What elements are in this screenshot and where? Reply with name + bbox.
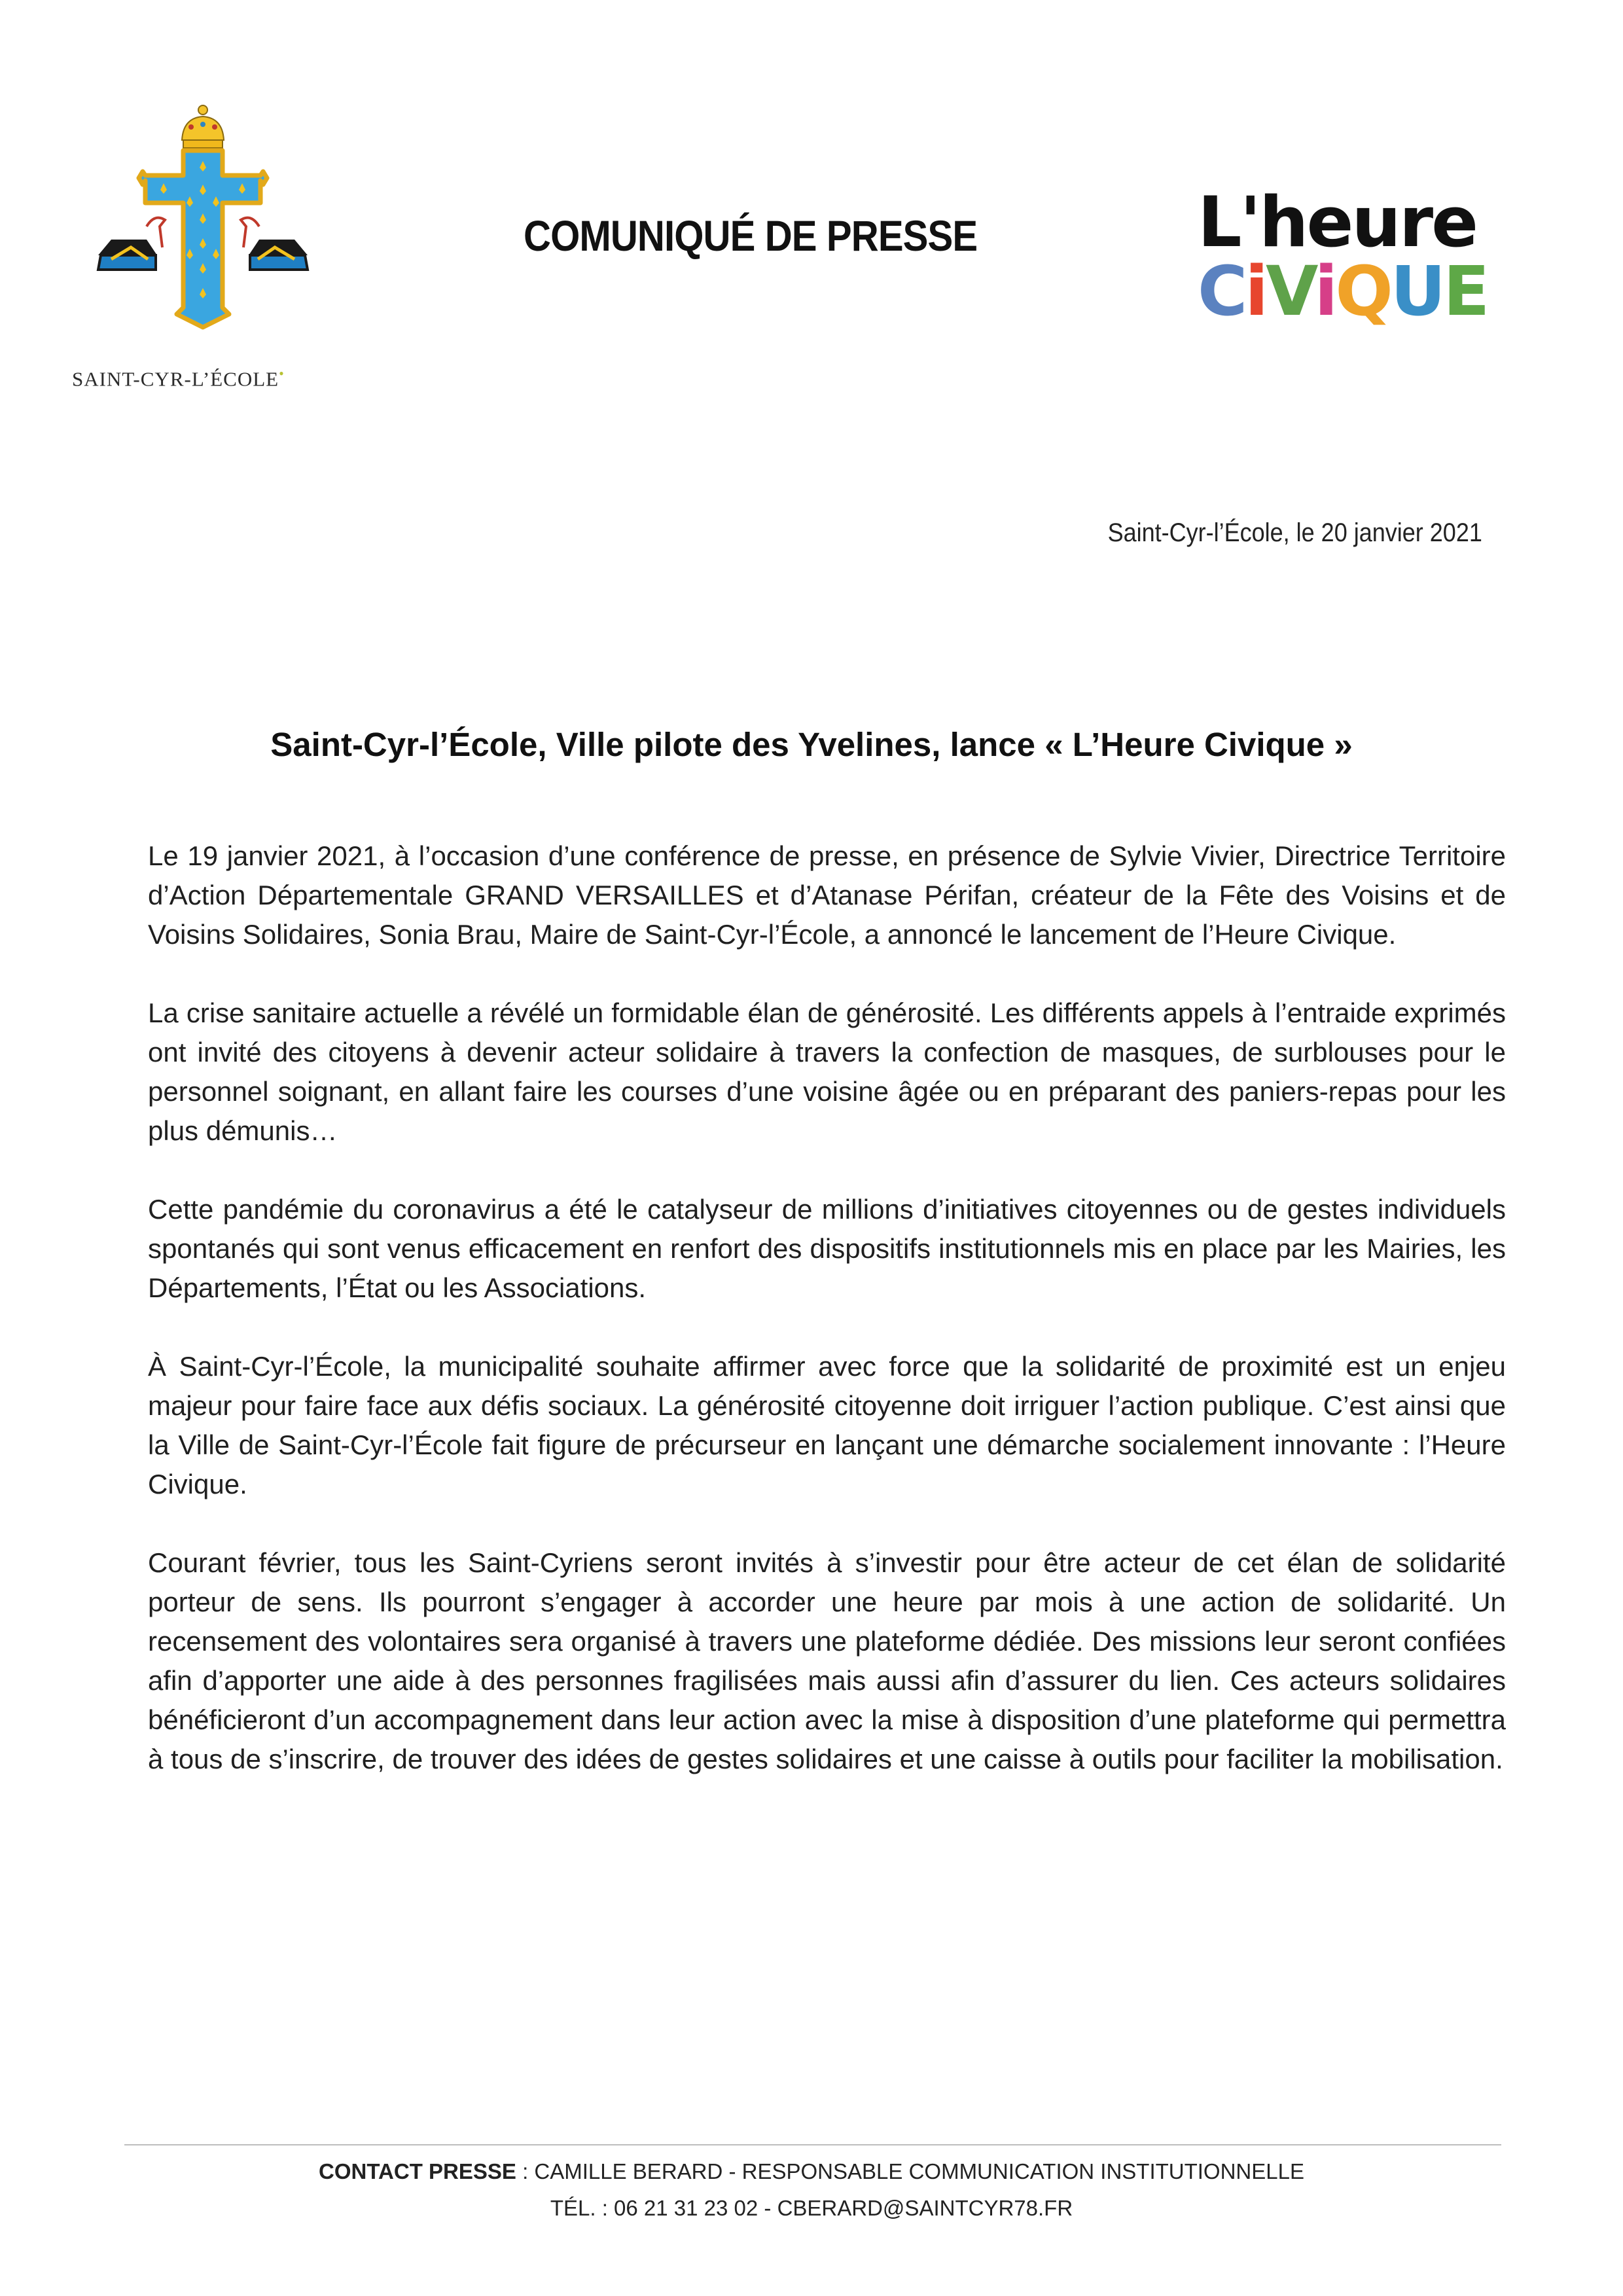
- left-emblem-icon: [98, 218, 165, 270]
- logo-letter: i: [1314, 251, 1336, 331]
- crown-icon: [182, 105, 224, 148]
- logo-line-1: L'heure: [1198, 182, 1476, 262]
- logo-letter: C: [1198, 251, 1245, 331]
- paragraph: À Saint-Cyr-l’École, la municipalité souhaite affirmer avec force que la solidarité de proximité est un enjeu majeur pour faire face aux défis sociaux. La générosité citoyenne doit irriguer l’action publique. C’est ainsi que la Ville de Saint-Cyr-l’École fait figure de précurseur en lançant une démarche socialement innovante : l’Heure Civique.: [148, 1351, 1506, 1499]
- press-contact-footer: [0, 2153, 1623, 2227]
- dateline: Saint-Cyr-l’École, le 20 janvier 2021: [1107, 518, 1482, 547]
- contact-line: [0, 2153, 1623, 2190]
- contact-details: : CAMILLE BERARD - RESPONSABLE COMMUNICATION INSTITUTIONNELLE: [516, 2159, 1304, 2183]
- contact-label: CONTACT PRESSE: [318, 2159, 516, 2183]
- logo-line-2: [1198, 251, 1499, 331]
- logo-letter: U: [1390, 251, 1444, 331]
- footer-divider: [124, 2144, 1501, 2145]
- logo-letter: E: [1443, 251, 1488, 331]
- paragraph: Courant février, tous les Saint-Cyriens seront invités à s’investir pour être acteur de cet élan de solidarité porteur de sens. Ils pourront s’engager à accorder une heure par mois à une action de solidarité. Un recensement des volontaires sera organisé à travers une plateforme dédiée. Des missions leur seront confiées afin d’apporter une aide à des personnes fragilisées mais aussi afin d’assurer du lien. Ces acteurs solidaires bénéficieront d’un accompagnement dans leur action avec la mise à disposition d’une plateforme qui permettra à tous de s’inscrire, de trouver des idées de gestes solidaires et une caisse à outils pour faciliter la mobilisation.: [148, 1547, 1506, 1774]
- caption-dot-icon: •: [279, 365, 285, 382]
- logo-letter: i: [1245, 251, 1266, 331]
- right-emblem-icon: [241, 218, 308, 270]
- heure-civique-logo: [1198, 182, 1499, 331]
- press-headline: Saint-Cyr-l’École, Ville pilote des Yvelines, lance « L’Heure Civique »: [270, 726, 1353, 763]
- tel-email-line: TÉL. : 06 21 31 23 02 - CBERARD@SAINTCYR78.FR: [550, 2196, 1073, 2220]
- logo-letter: Q: [1335, 251, 1391, 331]
- document-type-title: COMUNIQUÉ DE PRESSE: [524, 211, 978, 260]
- city-caption: [72, 365, 334, 391]
- city-caption-text: SAINT-CYR-L’ÉCOLE: [72, 367, 279, 391]
- city-coat-of-arms: [92, 98, 314, 334]
- paragraph: Le 19 janvier 2021, à l’occasion d’une conférence de presse, en présence de Sylvie Vivier, Directrice Territoire d’Action Départementale GRAND VERSAILLES et d’Atanase Périfan, créateur de la Fête des Voisins et de Voisins Solidaires, Sonia Brau, Maire de Saint-Cyr-l’École, a annoncé le lancement de l’Heure Civique.: [148, 840, 1506, 950]
- paragraph: La crise sanitaire actuelle a révélé un formidable élan de générosité. Les différents appels à l’entraide exprimés ont invité des citoyens à devenir acteur solidaire à travers la confection de masques, de surblouses pour le personnel soignant, en allant faire les courses d’une voisine âgée ou en préparant des paniers-repas pour les plus démunis…: [148, 997, 1506, 1146]
- logo-letter: V: [1265, 251, 1315, 331]
- press-body: [148, 836, 1506, 1818]
- paragraph: Cette pandémie du coronavirus a été le catalyseur de millions d’initiatives citoyennes ou de gestes individuels spontanés qui sont venus efficacement en renfort des dispositifs institutionnels mis en place par les Mairies, les Départements, l’État ou les Associations.: [148, 1194, 1506, 1303]
